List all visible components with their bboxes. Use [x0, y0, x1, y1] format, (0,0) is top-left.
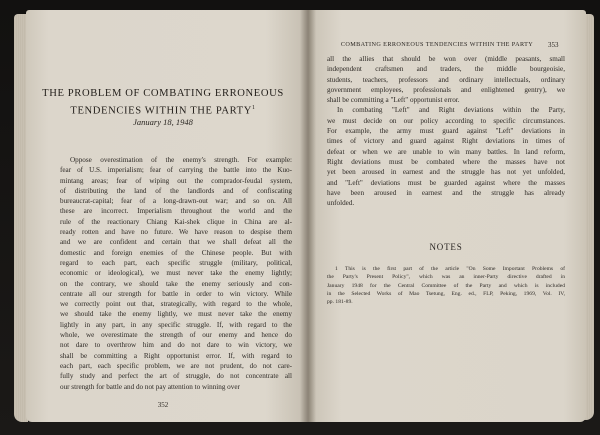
text-line: lightly in any part, in any specific struggle. If, with regard to the — [60, 320, 292, 329]
text-line: domestic and foreign enemies of the Chinese people. But with — [60, 248, 292, 257]
note-line: January 1948 for the Central Committee of the Party and which is included — [327, 282, 565, 289]
text-line: mintang areas; fear of wiping out the comprador-feudal system, — [60, 176, 292, 185]
text-line: we must decide on our policy according to specific circumstances. — [327, 116, 565, 125]
text-line: have been aroused in earnest and the struggle has already — [327, 188, 565, 197]
text-line: independent craftsmen and traders, the middle bourgeoisie, — [327, 65, 565, 74]
text-line: yet been aroused in earnest and the struggle has not yet unfolded, — [327, 168, 565, 177]
note-line: 1 This is the first part of the article "On Some Important Problems of — [335, 266, 565, 272]
note-line: pp. 181-89. — [327, 299, 353, 306]
text-line: shall be committing a Right opportunist error. If, with regard to — [60, 351, 292, 360]
text-line: these are incorrect. Imperialism throughout the world and the — [60, 207, 292, 216]
text-line: and we are confident and certain that we shall defeat all the — [60, 238, 292, 247]
text-line: economic or ideological), we must never take the enemy lightly; — [60, 269, 292, 278]
running-head: COMBATING ERRONEOUS TENDENCIES WITHIN THE PARTY — [340, 41, 534, 48]
chapter-date: January 18, 1948 — [133, 117, 193, 127]
chapter-title — [36, 86, 290, 119]
page-number-left: 352 — [157, 401, 169, 409]
text-line: ready rotten and have no future. We have reason to despise them — [60, 228, 292, 237]
text-line: centrate all our strength for battle in order to win victory. While — [60, 289, 292, 298]
endnote — [327, 265, 565, 306]
footnote-marker: 1 — [252, 105, 256, 111]
chapter-title-line-1: THE PROBLEM OF COMBATING ERRONEOUS — [42, 88, 284, 99]
right-body-text — [327, 54, 565, 208]
text-line: we correctly point out that, strategically, with regard to the whole, — [60, 300, 292, 309]
left-body-text — [60, 155, 292, 392]
text-line: bureaucrat-capital; fear of a long-drawn-out war; and so on. All — [60, 197, 292, 206]
text-line: we should take the enemy lightly, we must never take the enemy — [60, 310, 292, 319]
book-gutter — [300, 10, 316, 422]
chapter-title-line-2: TENDENCIES WITHIN THE PARTY — [70, 105, 252, 117]
text-line: times of victory and guard against Right deviations in times of — [327, 137, 565, 146]
notes-heading: NOTES — [429, 242, 463, 252]
note-line: in the Selected Works of Mao Tsetung, Eng. ed., FLP, Peking, 1969, Vol. IV, — [327, 290, 565, 297]
text-line: In combating "Left" and Right deviations within the Party, — [337, 106, 565, 115]
text-line: students, teachers, professors and ordinary intellectuals, ordinary — [327, 75, 565, 84]
text-line: Oppose overestimation of the enemy's strength. For example: — [70, 156, 292, 164]
text-line: not dare to overthrow him and do not dare to win victory, we — [60, 341, 292, 350]
text-line: shall be committing a "Left" opportunist error. — [327, 96, 460, 105]
text-line: rule of the reactionary Chiang Kai-shek clique in China are al- — [60, 217, 292, 226]
text-line: For example, the army must guard against "Left" deviations in — [327, 127, 565, 136]
text-line: each part, each specific problem, we are not prudent, do not care- — [60, 361, 292, 370]
text-line: all the allies that should be won over (middle peasants, small — [327, 55, 565, 63]
text-line: on the contrary, we should take the enemy seriously and con- — [60, 279, 292, 288]
text-line: defeat or when we are unable to win many battles. In land reform, — [327, 147, 565, 156]
text-line: and "Left" deviations must be guarded against where the masses — [327, 178, 565, 187]
note-line: the Party's Present Policy", which was an inner-Party directive drafted in — [327, 274, 565, 281]
text-line: Right deviations must be combated where the masses have not — [327, 157, 565, 166]
text-line: of distributing the land of the landlords and of confiscating — [60, 186, 292, 195]
text-line: regard to each part, each specific struggle (military, political, — [60, 258, 292, 267]
text-line: fear of U.S. imperialism; fear of carrying the battle into the Kuo- — [60, 166, 292, 175]
text-line: our strength for battle and do not pay attention to winning over — [60, 382, 240, 391]
text-line: government employees, professionals and enlightened gentry), we — [327, 85, 565, 94]
text-line: unfolded. — [327, 199, 355, 208]
text-line: whole, we overestimate the strength of our enemy and hence do — [60, 331, 292, 340]
text-line: fully study and perfect the art of struggle, do not concentrate all — [60, 372, 292, 381]
page-number-right: 353 — [548, 41, 559, 49]
